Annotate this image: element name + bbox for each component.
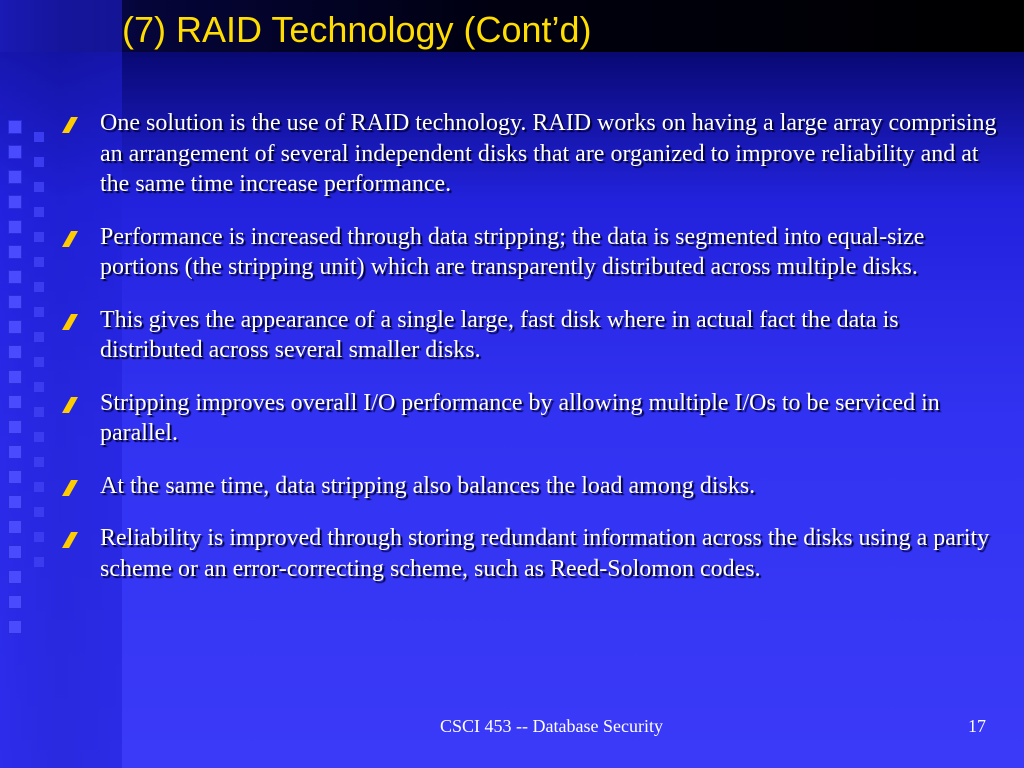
slash-bullet-icon — [62, 480, 78, 496]
slide-title: (7) RAID Technology (Cont’d) — [122, 9, 592, 50]
slash-bullet-icon — [62, 231, 78, 247]
slash-bullet-icon — [62, 117, 78, 133]
bullet-text: This gives the appearance of a single large, fast disk where in actual fact the data is distributed across several smaller disks. — [100, 306, 899, 363]
slash-bullet-icon — [62, 314, 78, 330]
bullet-item — [62, 388, 997, 449]
decorative-squares — [8, 120, 32, 640]
slash-bullet-icon — [62, 397, 78, 413]
bullet-text: Stripping improves overall I/O performance by allowing multiple I/Os to be serviced in parallel. — [100, 389, 940, 446]
bullet-text: Reliability is improved through storing redundant information across the disks using a parity scheme or an error-correcting scheme, such as Reed-Solomon codes. — [100, 525, 990, 582]
slash-bullet-icon — [62, 532, 78, 548]
bullet-list — [62, 108, 997, 606]
slide-number: 17 — [968, 716, 986, 736]
footer-course-title: CSCI 453 -- Database Security — [440, 716, 663, 736]
bullet-text: One solution is the use of RAID technology. RAID works on having a large array comprising an arrangement of several independent disks that are organized to improve reliability and at the same time increase performance. — [100, 110, 997, 197]
bullet-item — [62, 523, 997, 584]
bullet-item — [62, 471, 997, 502]
bullet-text: Performance is increased through data stripping; the data is segmented into equal-size portions (the stripping unit) which are transparently distributed across multiple disks. — [100, 223, 925, 280]
bullet-text: At the same time, data stripping also balances the load among disks. — [100, 472, 756, 499]
bullet-item — [62, 108, 997, 200]
bullet-item — [62, 222, 997, 283]
bullet-item — [62, 305, 997, 366]
decorative-squares-inner — [34, 132, 50, 592]
